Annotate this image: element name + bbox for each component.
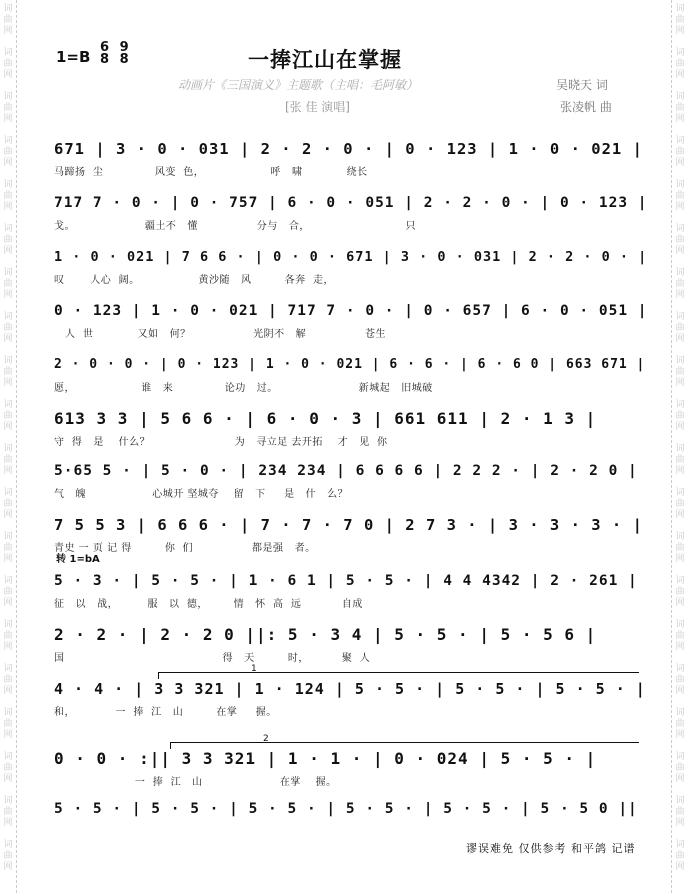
watermark-char: 网 [675,378,685,388]
watermark-char: 曲 [675,631,685,641]
watermark-char: 网 [3,774,13,784]
watermark-char: 词 [3,708,13,718]
watermark-char: 曲 [3,851,13,861]
watermark-char: 曲 [675,719,685,729]
watermark-char: 曲 [675,587,685,597]
watermark-char: 词 [3,488,13,498]
watermark-char: 词 [3,180,13,190]
watermark-char: 词 [3,620,13,630]
watermark-char: 曲 [3,191,13,201]
watermark-char: 曲 [675,59,685,69]
watermark-char: 词 [3,92,13,102]
watermark-char: 曲 [675,147,685,157]
watermark-char: 词 [3,532,13,542]
watermark-char: 词 [675,400,685,410]
notation-line: 613 3 3 | 5 6 6 · | 6 · 0 · 3 | 661 611 | 2 · 1 3 | [54,409,597,428]
watermark-char: 网 [675,818,685,828]
watermark-char: 曲 [3,147,13,157]
watermark-char: 词 [3,312,13,322]
volta-first-ending [158,664,639,679]
watermark-char: 曲 [3,631,13,641]
lyrics-line: 戈。 疆土不 懂 分与 合， 只 [54,221,416,232]
watermark-char: 词 [675,224,685,234]
watermark-char: 词 [3,136,13,146]
watermark-char: 网 [3,422,13,432]
watermark-char: 曲 [3,235,13,245]
notation-line: 2 · 2 · | 2 · 2 0 ||: 5 · 3 4 | 5 · 5 · | 5 · 5 6 | [54,625,597,644]
notation-line: 2 · 0 · 0 · | 0 · 123 | 1 · 0 · 021 | 6 · 6 · | 6 · 6 0 | 663 671 | [54,357,646,372]
lyrics-line: 气 魄 心城开 坚城夺 留 下 是 什 么？ [54,489,349,500]
watermark-char: 网 [675,70,685,80]
notation-line: 7 5 5 3 | 6 6 6 · | 7 · 7 · 7 0 | 2 7 3 · | 3 · 3 · 3 · | [54,516,643,534]
notation-line: 671 | 3 · 0 · 031 | 2 · 2 · 0 · | 0 · 123 | 1 · 0 · 021 | [54,140,643,158]
watermark-char: 网 [3,334,13,344]
lyricist-credit: 吴晓天 词 [556,78,608,92]
watermark-char: 词 [675,532,685,542]
notation-line: 5·65 5 · | 5 · 0 · | 234 234 | 6 6 6 6 | 2 2 2 · | 2 · 2 0 | [54,463,638,479]
watermark-char: 网 [675,598,685,608]
watermark-char: 网 [675,114,685,124]
watermark-char: 网 [3,378,13,388]
watermark-char: 网 [3,510,13,520]
lyrics-line: 马蹄扬 尘 风变 色， 呼 啸 绕长 [54,167,368,178]
transpose-mark: 转 1=bA [56,554,100,565]
lyrics-line: 和， 一 捧 江 山 在掌 握。 [54,707,277,718]
watermark-char: 曲 [3,411,13,421]
watermark-char: 曲 [3,807,13,817]
watermark-char: 网 [675,466,685,476]
watermark-char: 曲 [675,235,685,245]
watermark-char: 网 [675,246,685,256]
watermark-char: 网 [3,26,13,36]
watermark-char: 词 [3,400,13,410]
watermark-char: 曲 [3,15,13,25]
watermark-char: 网 [3,598,13,608]
key-signature: 1=B [56,48,91,66]
watermark-char: 词 [3,444,13,454]
volta-first-label: 1 [251,664,257,674]
song-title: 一捧江山在掌握 [248,48,402,72]
watermark-char: 曲 [675,279,685,289]
watermark-char: 曲 [675,455,685,465]
watermark-char: 网 [675,686,685,696]
watermark-char: 词 [3,356,13,366]
watermark-char: 网 [3,246,13,256]
watermark-char: 曲 [675,323,685,333]
watermark-char: 词 [675,180,685,190]
lyrics-line: 征 以 战， 服 以 德， 情 怀 高 远 自成 [54,599,363,610]
watermark-char: 网 [3,290,13,300]
watermark-char: 词 [675,92,685,102]
watermark-char: 曲 [3,763,13,773]
singer-credit: [张 佳 演唱] [285,100,350,114]
watermark-char: 曲 [675,411,685,421]
watermark-char: 词 [675,4,685,14]
watermark-char: 词 [3,796,13,806]
lyrics-line: 人 世 又如 何？ 光阴不 解 苍生 [54,329,387,340]
notation-line: 5 · 5 · | 5 · 5 · | 5 · 5 · | 5 · 5 · | 5 · 5 · | 5 · 5 0 || [54,801,638,817]
watermark-char: 网 [3,158,13,168]
watermark-char: 网 [3,70,13,80]
watermark-char: 网 [3,114,13,124]
watermark-char: 词 [675,708,685,718]
time-signatures [100,42,135,66]
watermark-char: 词 [675,664,685,674]
watermark-char: 词 [3,840,13,850]
watermark-char: 网 [675,774,685,784]
lyrics-line: 一 捧 江 山 在掌 握。 [54,777,337,788]
watermark-char: 曲 [3,323,13,333]
watermark-char: 网 [675,202,685,212]
watermark-char: 曲 [675,191,685,201]
watermark-char: 曲 [3,499,13,509]
watermark-left-strip [0,0,17,893]
volta-second-label: 2 [263,734,269,744]
watermark-char: 曲 [3,59,13,69]
watermark-char: 曲 [3,543,13,553]
watermark-char: 网 [3,202,13,212]
time-signature-1: 6 8 [100,40,110,67]
watermark-char: 曲 [3,455,13,465]
watermark-char: 曲 [3,675,13,685]
watermark-char: 词 [675,840,685,850]
watermark-char: 词 [3,268,13,278]
watermark-char: 词 [3,4,13,14]
watermark-char: 曲 [675,367,685,377]
watermark-char: 网 [675,730,685,740]
watermark-char: 网 [675,26,685,36]
watermark-char: 词 [3,224,13,234]
watermark-char: 曲 [3,587,13,597]
watermark-char: 网 [675,862,685,872]
watermark-char: 网 [3,466,13,476]
watermark-right-strip [671,0,688,893]
watermark-char: 曲 [3,367,13,377]
composer-credit: 张凌帆 曲 [560,100,612,114]
watermark-char: 词 [675,48,685,58]
watermark-char: 曲 [3,719,13,729]
watermark-char: 词 [3,664,13,674]
song-subtitle: 动画片《三国演义》主题歌（主唱：毛阿敏） [178,78,419,92]
watermark-char: 网 [3,818,13,828]
watermark-char: 曲 [675,543,685,553]
watermark-char: 网 [3,554,13,564]
watermark-char: 网 [3,686,13,696]
watermark-char: 词 [675,752,685,762]
watermark-char: 词 [675,136,685,146]
watermark-char: 词 [675,576,685,586]
watermark-char: 曲 [675,763,685,773]
notation-line: 717 7 · 0 · | 0 · 757 | 6 · 0 · 051 | 2 · 2 · 0 · | 0 · 123 | [54,195,648,211]
notation-line: 0 · 0 · :|| 3 3 321 | 1 · 1 · | 0 · 024 | 5 · 5 · | [54,749,597,768]
watermark-char: 词 [3,576,13,586]
watermark-char: 曲 [675,103,685,113]
lyrics-line: 青史 一 页 记 得 你 们 都是强 者。 [54,543,316,554]
watermark-char: 词 [675,312,685,322]
watermark-char: 词 [675,488,685,498]
volta-second-ending [170,734,639,749]
watermark-char: 网 [675,554,685,564]
watermark-char: 曲 [675,851,685,861]
watermark-char: 曲 [675,807,685,817]
watermark-char: 网 [675,642,685,652]
notation-line: 1 · 0 · 021 | 7 6 6 · | 0 · 0 · 671 | 3 · 0 · 031 | 2 · 2 · 0 · | [54,249,648,265]
watermark-char: 词 [675,444,685,454]
watermark-char: 词 [675,356,685,366]
watermark-char: 词 [675,796,685,806]
watermark-char: 曲 [675,499,685,509]
watermark-char: 词 [675,620,685,630]
lyrics-line: 叹 人心 阔。 黄沙随 风 各奔 走， [54,275,334,286]
watermark-char: 网 [675,334,685,344]
watermark-char: 曲 [675,15,685,25]
watermark-char: 曲 [3,103,13,113]
watermark-char: 曲 [3,279,13,289]
notation-line: 4 · 4 · | 3 3 321 | 1 · 124 | 5 · 5 · | 5 · 5 · | 5 · 5 · | [54,680,646,698]
watermark-char: 词 [675,268,685,278]
watermark-char: 网 [3,862,13,872]
lyrics-line: 国 得 天 时， 聚 人 [54,653,371,664]
footer-note: 谬误难免 仅供参考 和平鸽 记谱 [466,842,636,855]
watermark-char: 网 [675,158,685,168]
watermark-char: 词 [3,752,13,762]
time-signature-2: 9 8 [119,40,129,67]
lyrics-line: 愿， 谁 来 论功 过。 新城起 旧城破 [54,383,433,394]
watermark-char: 网 [675,510,685,520]
watermark-char: 网 [675,290,685,300]
watermark-char: 网 [675,422,685,432]
watermark-char: 网 [3,730,13,740]
watermark-char: 网 [3,642,13,652]
notation-line: 5 · 3 · | 5 · 5 · | 1 · 6 1 | 5 · 5 · | 4 4 4342 | 2 · 261 | [54,573,638,589]
watermark-char: 词 [3,48,13,58]
lyrics-line: 守 得 是 什么？ 为 寻立足 去开拓 才 见 你 [54,437,388,448]
watermark-char: 曲 [675,675,685,685]
notation-line: 0 · 123 | 1 · 0 · 021 | 717 7 · 0 · | 0 · 657 | 6 · 0 · 051 | [54,303,648,319]
